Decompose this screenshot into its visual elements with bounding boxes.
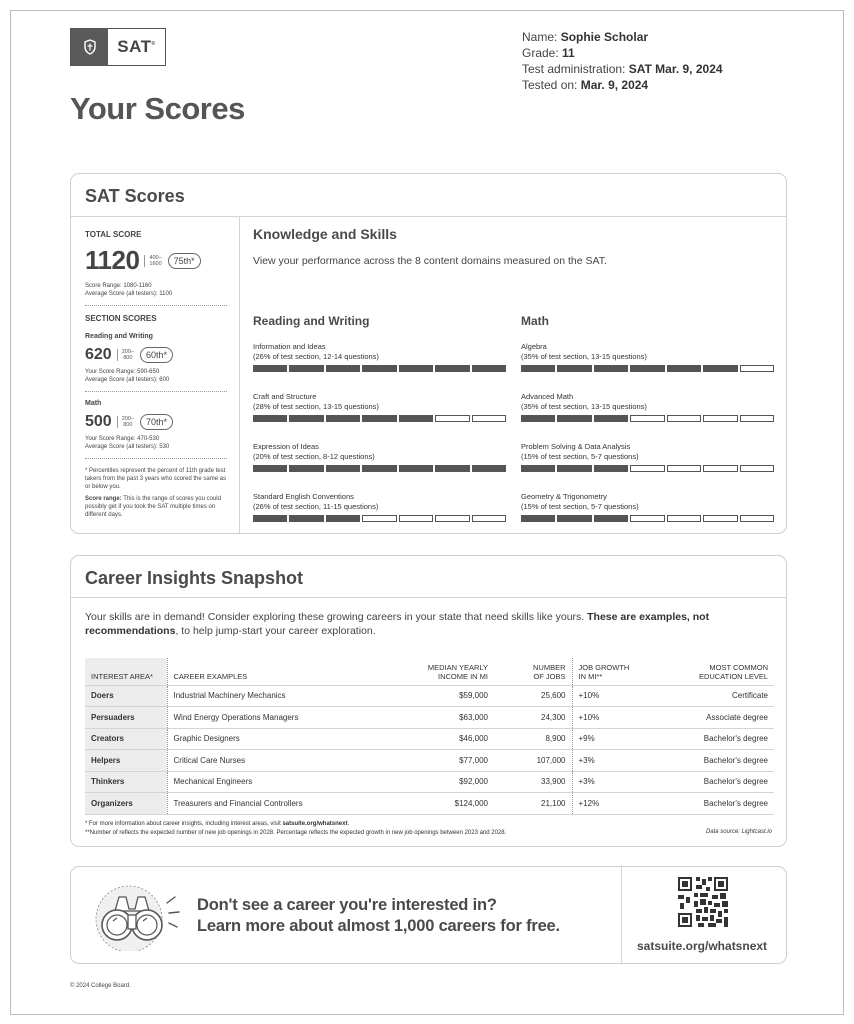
career-example-cell: Graphic Designers: [167, 728, 404, 750]
jobs-cell: 107,000: [494, 750, 572, 772]
career-example-cell: Critical Care Nurses: [167, 750, 404, 772]
career-promo-card: [70, 866, 787, 964]
bar-segment-empty: [740, 415, 774, 422]
career-row: [85, 771, 774, 793]
logo-text: SAT: [117, 37, 152, 56]
data-source: Data source: Lightcast.io: [705, 829, 772, 835]
student-name-line: Name: Sophie Scholar: [522, 30, 649, 44]
administration-line: Test administration: SAT Mar. 9, 2024: [522, 62, 723, 76]
bar-segment-filled: [326, 515, 360, 522]
domain-detail: (26% of test section, 12-14 questions): [253, 352, 379, 361]
domain-item: [253, 442, 506, 492]
bar-segment-filled: [253, 415, 287, 422]
promo-line-1: Don't see a career you're interested in?: [197, 896, 497, 914]
total-score-line: [85, 245, 227, 276]
domain-detail: (28% of test section, 13-15 questions): [253, 402, 379, 411]
domain-detail: (26% of test section, 11-15 questions): [253, 502, 379, 511]
header-job-growth: JOB GROWTH IN MI**: [572, 658, 664, 685]
student-info: [522, 29, 723, 93]
bar-segment-filled: [594, 415, 628, 422]
score-report-page: [10, 10, 844, 1015]
career-table: [85, 658, 774, 815]
score-range-note: Score range: This is the range of scores you could possibly get if you took the SAT multiple times on different days.: [85, 496, 221, 518]
career-insights-title: Career Insights Snapshot: [85, 568, 304, 588]
bar-segment-filled: [667, 365, 701, 372]
grade-line: Grade: 11: [522, 46, 575, 60]
career-row: [85, 707, 774, 729]
bar-segment-filled: [399, 465, 433, 472]
section-name: Math: [85, 400, 102, 407]
domain-item: [521, 392, 774, 442]
reading-writing-domains: [253, 314, 506, 542]
bar-segment-filled: [521, 465, 555, 472]
bar-segment-empty: [630, 515, 664, 522]
performance-bar: [253, 415, 506, 422]
bar-segment-filled: [521, 415, 555, 422]
interest-area-cell: Organizers: [85, 793, 167, 815]
domain-column-title: Reading and Writing: [253, 314, 370, 328]
performance-bar: [521, 515, 774, 522]
career-example-cell: Wind Energy Operations Managers: [167, 707, 404, 729]
header-interest-area: INTEREST AREA*: [85, 658, 167, 685]
jobs-cell: 24,300: [494, 707, 572, 729]
education-cell: Bachelor's degree: [664, 750, 774, 772]
header-median-income: MEDIAN YEARLY INCOME IN MI: [427, 662, 488, 681]
jobs-cell: 25,600: [494, 685, 572, 707]
section-score-value: 500: [85, 413, 112, 430]
education-cell: Bachelor's degree: [664, 793, 774, 815]
domain-item: [253, 392, 506, 442]
sat-scores-title: SAT Scores: [85, 186, 185, 206]
bar-segment-empty: [472, 515, 506, 522]
bar-segment-empty: [667, 515, 701, 522]
bar-segment-filled: [557, 365, 591, 372]
performance-bar: [521, 365, 774, 372]
bar-segment-filled: [630, 365, 664, 372]
bar-segment-empty: [399, 515, 433, 522]
bar-segment-filled: [472, 465, 506, 472]
bar-segment-empty: [703, 415, 737, 422]
percentile-note: * Percentiles represent the percent of 11th grade test takers from the past 3 years who scored the same as or below you.: [85, 468, 227, 490]
header-number-of-jobs: NUMBER OF JOBS: [532, 662, 566, 681]
section-reading-writing: [85, 333, 227, 384]
bar-segment-filled: [703, 365, 737, 372]
interest-area-cell: Doers: [85, 685, 167, 707]
interest-area-cell: Thinkers: [85, 771, 167, 793]
bar-segment-empty: [703, 515, 737, 522]
domain-name: Expression of Ideas: [253, 442, 319, 451]
section-math: [85, 400, 227, 451]
bar-segment-filled: [362, 465, 396, 472]
growth-cell: +3%: [572, 771, 664, 793]
binoculars-icon: [89, 881, 185, 951]
footnote-job-numbers: **Number of reflects the expected number of new job openings in 2028. Percentage reflects the expected growth in new job openings between 2023 and 2028.: [85, 830, 507, 836]
total-score-value: 1120: [85, 245, 140, 275]
bar-segment-filled: [399, 365, 433, 372]
student-name: Sophie Scholar: [560, 30, 649, 44]
career-row: [85, 685, 774, 707]
bar-segment-filled: [557, 465, 591, 472]
knowledge-skills-description: View your performance across the 8 content domains measured on the SAT.: [253, 255, 607, 267]
bar-segment-empty: [667, 465, 701, 472]
career-row: [85, 793, 774, 815]
career-insights-card: [70, 555, 787, 847]
interest-area-cell: Persuaders: [85, 707, 167, 729]
performance-bar: [521, 415, 774, 422]
education-cell: Associate degree: [664, 707, 774, 729]
qr-code-icon[interactable]: [678, 877, 728, 927]
administration-value: SAT Mar. 9, 2024: [628, 62, 723, 76]
career-example-cell: Industrial Machinery Mechanics: [167, 685, 404, 707]
bar-segment-filled: [435, 465, 469, 472]
domain-detail: (15% of test section, 5-7 questions): [521, 502, 639, 511]
section-score-scale: 200– 800: [117, 416, 134, 428]
domain-name: Advanced Math: [521, 392, 574, 401]
bar-segment-filled: [435, 365, 469, 372]
bar-segment-filled: [253, 515, 287, 522]
header-education-level: MOST COMMON EDUCATION LEVEL: [698, 662, 768, 681]
bar-segment-filled: [326, 415, 360, 422]
promo-url[interactable]: satsuite.org/whatsnext: [637, 939, 768, 953]
bar-segment-empty: [740, 365, 774, 372]
score-summary: [85, 230, 227, 519]
bar-segment-filled: [521, 365, 555, 372]
education-cell: Certificate: [664, 685, 774, 707]
bar-segment-filled: [362, 365, 396, 372]
domain-detail: (20% of test section, 8-12 questions): [253, 452, 375, 461]
income-cell: $92,000: [404, 771, 494, 793]
section-percentile-badge: 60th*: [140, 347, 173, 363]
total-average-score: Average Score (all testers): 1100: [85, 291, 173, 297]
bar-segment-filled: [326, 465, 360, 472]
bar-segment-filled: [521, 515, 555, 522]
domain-name: Algebra: [521, 342, 547, 351]
bar-segment-empty: [435, 515, 469, 522]
career-footnotes: [85, 820, 775, 838]
domain-item: [253, 342, 506, 392]
footnote-interest-areas: * For more information about career insights, including interest areas, visit satsuite.org/whatsnext.: [85, 821, 350, 827]
jobs-cell: 8,900: [494, 728, 572, 750]
domain-detail: (35% of test section, 13-15 questions): [521, 352, 647, 361]
income-cell: $63,000: [404, 707, 494, 729]
growth-cell: +3%: [572, 750, 664, 772]
education-cell: Bachelor's degree: [664, 728, 774, 750]
jobs-cell: 21,100: [494, 793, 572, 815]
domain-name: Problem Solving & Data Analysis: [521, 442, 631, 451]
domain-item: [521, 492, 774, 542]
promo-message: [197, 895, 560, 937]
grade-value: 11: [562, 46, 575, 60]
bar-segment-filled: [289, 365, 323, 372]
domain-item: [521, 342, 774, 392]
education-cell: Bachelor's degree: [664, 771, 774, 793]
section-percentile-badge: 70th*: [140, 414, 173, 430]
domain-name: Craft and Structure: [253, 392, 317, 401]
bar-segment-filled: [594, 365, 628, 372]
career-row: [85, 728, 774, 750]
interest-area-cell: Creators: [85, 728, 167, 750]
performance-bar: [253, 465, 506, 472]
knowledge-skills-title: Knowledge and Skills: [253, 226, 397, 242]
income-cell: $124,000: [404, 793, 494, 815]
section-score-scale: 200– 800: [117, 349, 134, 361]
promo-line-2: Learn more about almost 1,000 careers for free.: [197, 917, 560, 935]
growth-cell: +9%: [572, 728, 664, 750]
bar-segment-filled: [594, 515, 628, 522]
sat-logo: SAT ®: [70, 28, 166, 66]
section-score-range: Your Score Range: 470-530: [85, 436, 160, 442]
total-percentile-badge: 75th*: [168, 253, 201, 269]
copyright: © 2024 College Board.: [70, 983, 131, 989]
domain-column-title: Math: [521, 314, 549, 328]
page-title: Your Scores: [70, 91, 245, 126]
section-score-value: 620: [85, 346, 112, 363]
interest-area-cell: Helpers: [85, 750, 167, 772]
income-cell: $77,000: [404, 750, 494, 772]
bar-segment-filled: [326, 365, 360, 372]
domain-item: [253, 492, 506, 542]
bar-segment-empty: [667, 415, 701, 422]
growth-cell: +12%: [572, 793, 664, 815]
total-score-scale: 400– 1600: [144, 255, 161, 267]
performance-bar: [253, 515, 506, 522]
growth-cell: +10%: [572, 707, 664, 729]
bar-segment-empty: [740, 515, 774, 522]
jobs-cell: 33,900: [494, 771, 572, 793]
career-example-cell: Mechanical Engineers: [167, 771, 404, 793]
performance-bar: [521, 465, 774, 472]
bar-segment-filled: [399, 415, 433, 422]
tested-on-line: Tested on: Mar. 9, 2024: [522, 78, 649, 92]
section-average-score: Average Score (all testers): 530: [85, 444, 170, 450]
section-name: Reading and Writing: [85, 333, 153, 340]
knowledge-skills-panel: [253, 226, 775, 511]
section-average-score: Average Score (all testers): 600: [85, 377, 170, 383]
section-score-range: Your Score Range: 590-650: [85, 369, 160, 375]
total-score-range: Score Range: 1080-1160: [85, 283, 152, 289]
bar-segment-filled: [594, 465, 628, 472]
bar-segment-filled: [289, 415, 323, 422]
bar-segment-filled: [289, 465, 323, 472]
header-career-examples: CAREER EXAMPLES: [173, 671, 248, 681]
bar-segment-empty: [740, 465, 774, 472]
income-cell: $59,000: [404, 685, 494, 707]
bar-segment-filled: [253, 465, 287, 472]
bar-segment-empty: [362, 515, 396, 522]
section-scores-label: SECTION SCORES: [85, 314, 157, 323]
acorn-shield-icon: [71, 29, 108, 65]
income-cell: $46,000: [404, 728, 494, 750]
sat-scores-card: [70, 173, 787, 534]
bar-segment-empty: [703, 465, 737, 472]
bar-segment-empty: [472, 415, 506, 422]
career-row: [85, 750, 774, 772]
bar-segment-filled: [557, 515, 591, 522]
domain-name: Geometry & Trigonometry: [521, 492, 607, 501]
career-intro: Your skills are in demand! Consider exploring these growing careers in your state that need skills like yours. These are examples, not recommendations, to help jump-start your career exploration.: [85, 611, 710, 637]
bar-segment-empty: [435, 415, 469, 422]
bar-segment-empty: [630, 465, 664, 472]
domain-detail: (35% of test section, 13-15 questions): [521, 402, 647, 411]
career-table-header: [85, 658, 774, 685]
domain-name: Information and Ideas: [253, 342, 326, 351]
growth-cell: +10%: [572, 685, 664, 707]
bar-segment-filled: [557, 415, 591, 422]
career-example-cell: Treasurers and Financial Controllers: [167, 793, 404, 815]
bar-segment-empty: [630, 415, 664, 422]
whatsnext-link[interactable]: satsuite.org/whatsnext: [282, 821, 348, 827]
total-score-label: TOTAL SCORE: [85, 230, 142, 239]
domain-name: Standard English Conventions: [253, 492, 354, 501]
tested-on-value: Mar. 9, 2024: [580, 78, 649, 92]
bar-segment-filled: [472, 365, 506, 372]
math-domains: [521, 314, 774, 542]
bar-segment-filled: [362, 415, 396, 422]
domain-detail: (15% of test section, 5-7 questions): [521, 452, 639, 461]
bar-segment-filled: [253, 365, 287, 372]
domain-item: [521, 442, 774, 492]
bar-segment-filled: [289, 515, 323, 522]
performance-bar: [253, 365, 506, 372]
